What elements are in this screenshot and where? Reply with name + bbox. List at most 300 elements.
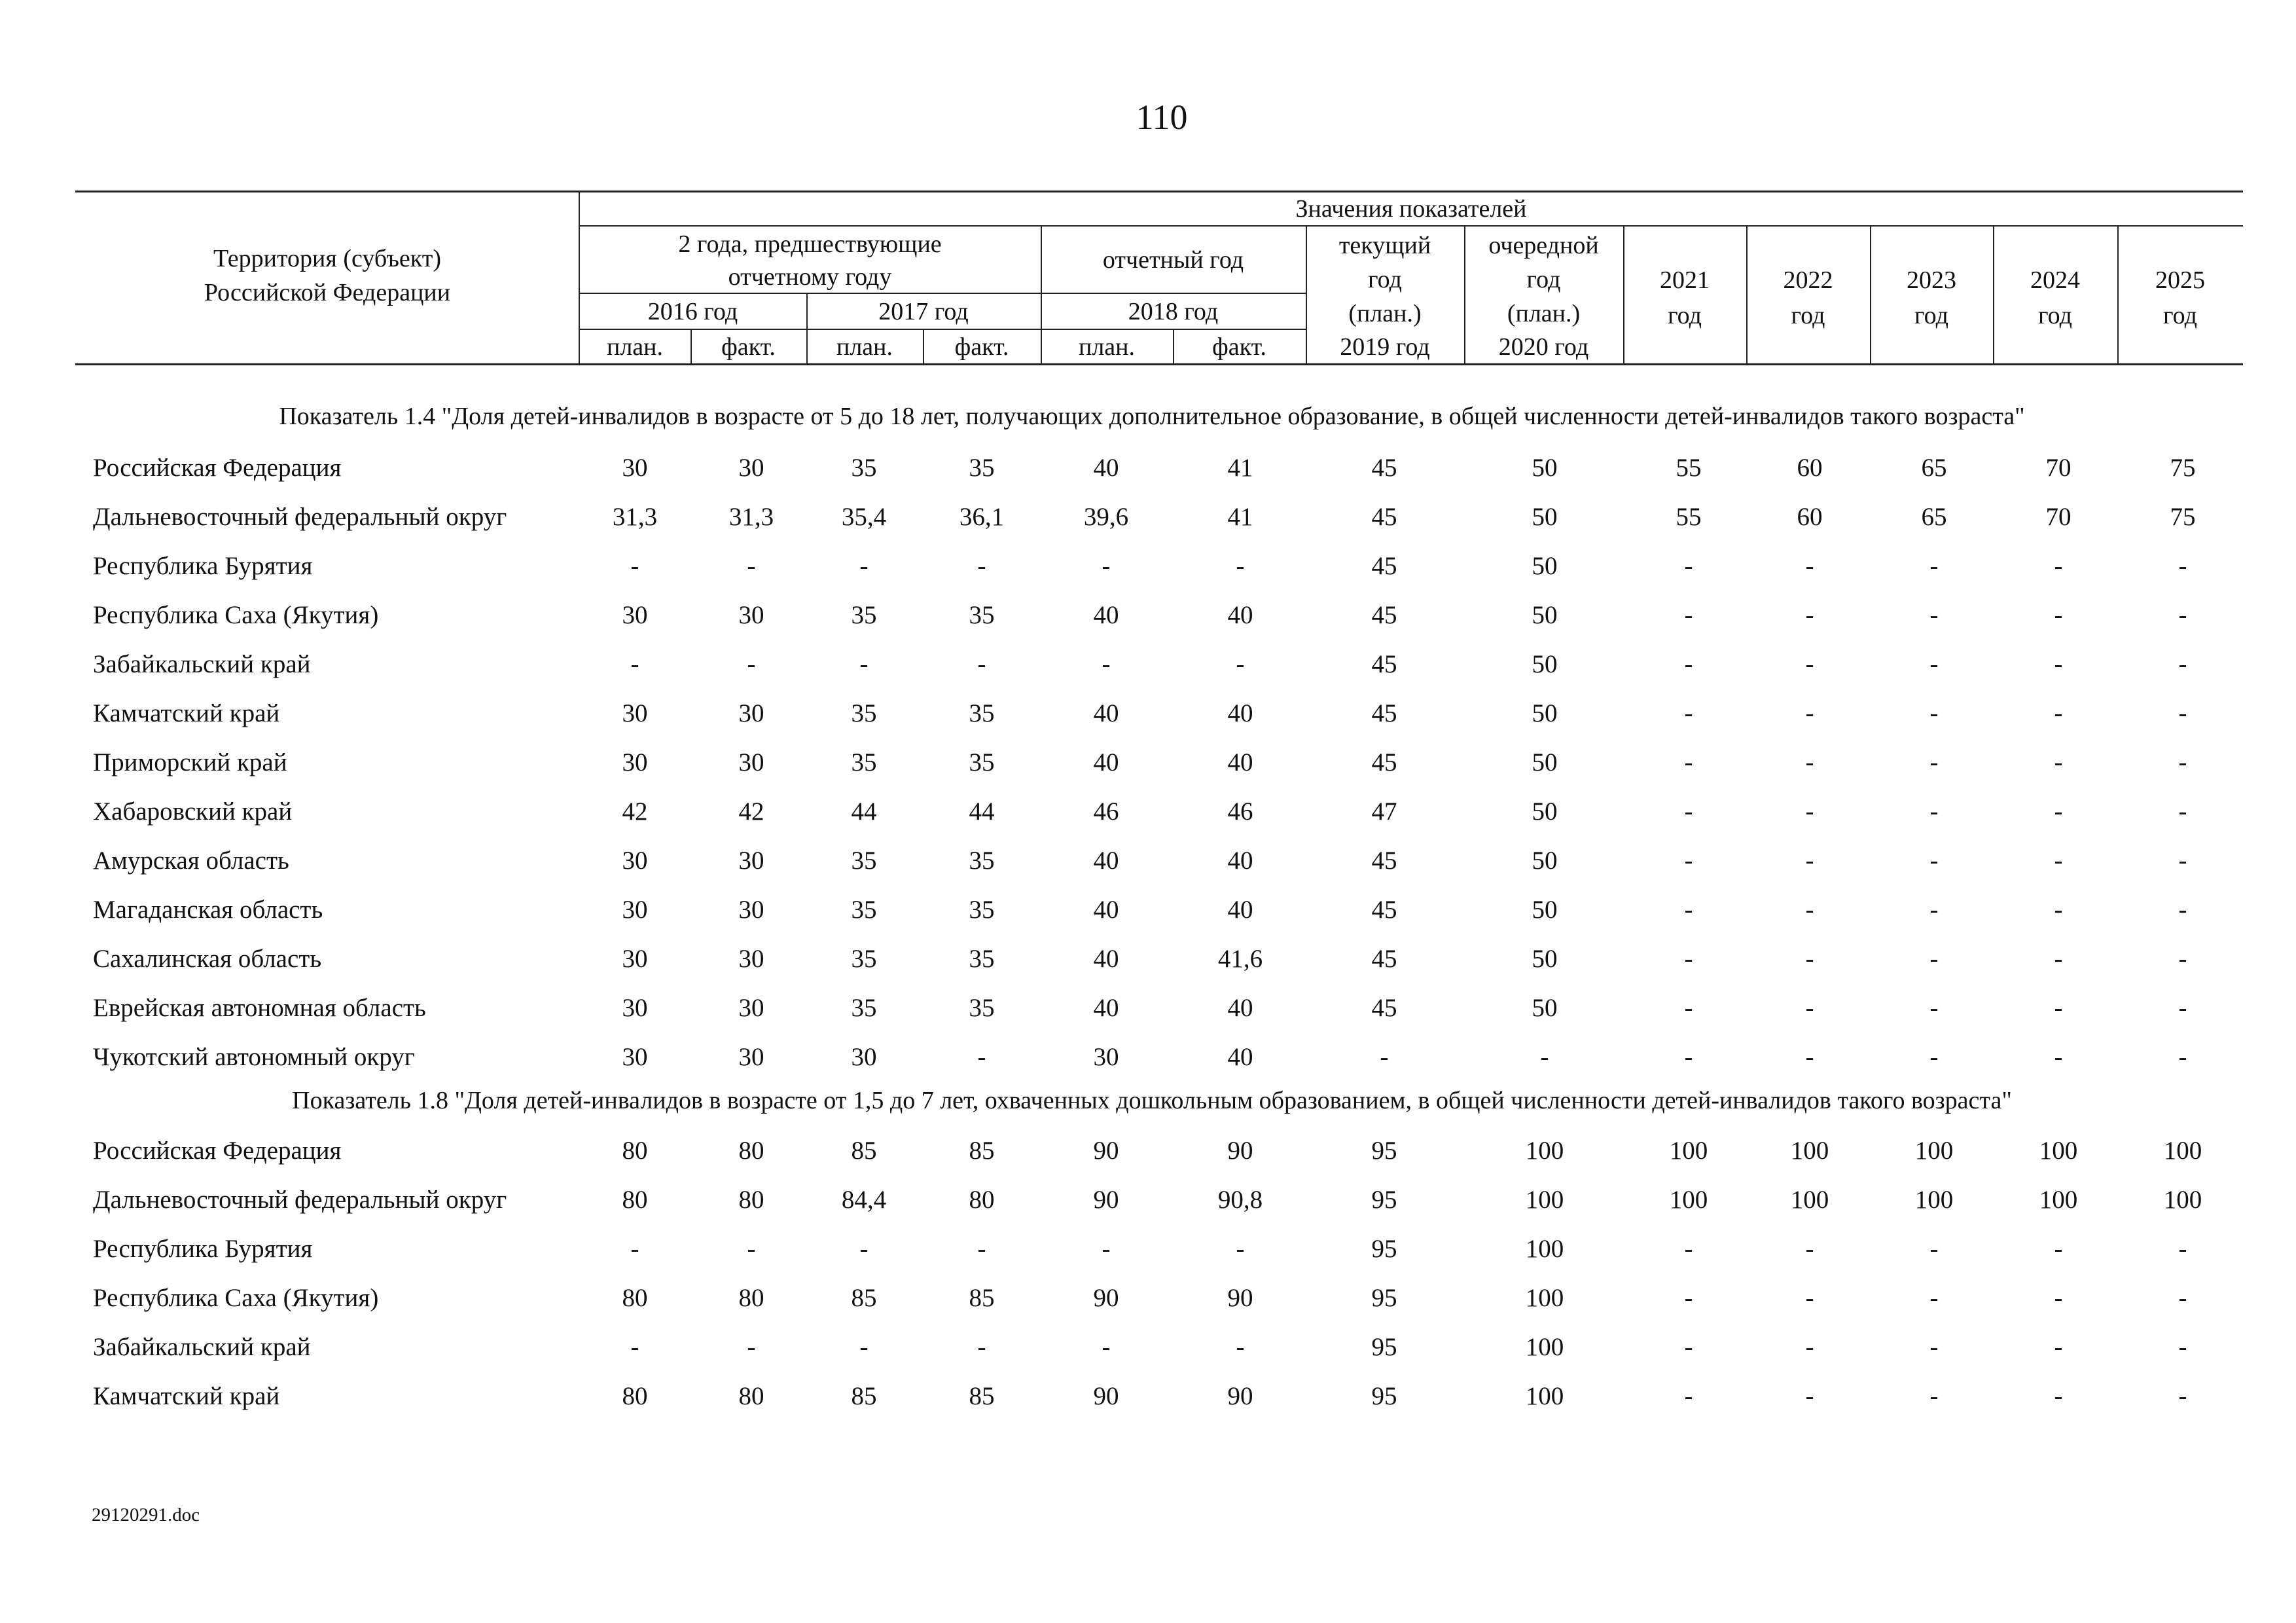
value-cell: 45 [1371,748,1397,776]
value-cell: 85 [851,1382,877,1410]
value-cell: - [1805,1043,1814,1071]
value-cell: 46 [1227,797,1253,826]
value-cell: - [1805,699,1814,727]
value-cell: 35 [969,601,995,629]
value-cell: 100 [2039,1137,2078,1165]
value-cell: 30 [622,699,648,727]
value-cell: 30 [851,1043,877,1071]
value-cell: - [2054,1235,2063,1263]
value-cell: 30 [622,454,648,482]
year-2024-header-line2: год [2038,302,2072,329]
value-cell: 40 [1093,896,1119,924]
value-cell: - [1102,1235,1111,1263]
value-cell: 45 [1371,847,1397,875]
value-cell: 90 [1227,1284,1253,1312]
value-cell: 35,4 [841,503,887,531]
value-cell: 50 [1532,601,1558,629]
value-cell: 30 [738,994,764,1022]
page-number: 110 [1136,98,1188,137]
value-cell: 35 [851,994,877,1022]
value-cell: - [2054,699,2063,727]
current-year-header-line3: (план.) [1348,300,1422,327]
value-cell: - [1102,552,1111,580]
year-2025-header-line1: 2025 [2155,266,2205,294]
value-cell: - [1805,601,1814,629]
value-cell: - [1540,1043,1549,1071]
year-2021-header-line2: год [1668,302,1702,329]
value-cell: 80 [622,1186,648,1214]
value-cell: 80 [622,1284,648,1312]
table-row [0,743,2296,782]
year-2025-header-line2: год [2163,302,2197,329]
prior-years-header-line1: 2 года, предшествующие [678,230,942,258]
prior-years-header-line2: отчетному году [728,263,892,291]
value-cell: - [1805,1235,1814,1263]
value-cell: - [1102,650,1111,678]
plan-header: план. [836,333,893,361]
value-cell: 30 [738,945,764,973]
value-cell: 46 [1093,797,1119,826]
value-cell: 40 [1093,699,1119,727]
current-year-header-line1: текущий [1338,232,1431,259]
value-cell: 30 [738,1043,764,1071]
value-cell: - [1236,650,1245,678]
value-cell: - [1805,847,1814,875]
territory-name: Республика Саха (Якутия) [93,1284,379,1312]
table-row [0,939,2296,979]
territory-name: Амурская область [93,847,289,875]
next-year-header-line1: очередной [1488,232,1599,259]
next-year-header-line2: год [1526,266,1561,293]
value-cell: 100 [1914,1137,1954,1165]
value-cell: 30 [622,847,648,875]
value-cell: - [1805,748,1814,776]
value-cell: - [1684,847,1693,875]
current-year-header-line2: год [1368,266,1402,293]
value-cell: - [630,1333,639,1361]
table-row [0,448,2296,488]
plan-header: план. [1078,333,1135,361]
value-cell: 80 [738,1382,764,1410]
value-cell: 40 [1227,601,1253,629]
value-cell: - [1684,552,1693,580]
value-cell: 30 [738,748,764,776]
value-cell: 100 [1525,1382,1564,1410]
value-cell: - [747,1333,756,1361]
value-cell: 44 [969,797,995,826]
value-cell: 40 [1227,994,1253,1022]
header-planfact-rule [579,329,1306,330]
value-cell: 35 [851,601,877,629]
value-cell: - [1684,797,1693,826]
table-header [0,0,2296,380]
value-cell: 95 [1371,1186,1397,1214]
table-row [0,498,2296,537]
value-cell: 40 [1093,454,1119,482]
value-cell: 55 [1676,503,1702,531]
values-header: Значения показателей [1295,195,1527,223]
territory-header-line1: Территория (субъект) [213,245,442,272]
value-cell: - [1684,1333,1693,1361]
value-cell: - [1684,1382,1693,1410]
value-cell: 30 [1093,1043,1119,1071]
table-row [0,645,2296,684]
territory-name: Сахалинская область [93,945,322,973]
value-cell: 90 [1093,1284,1119,1312]
value-cell: 35 [851,699,877,727]
value-cell: 95 [1371,1235,1397,1263]
value-cell: - [2178,1284,2187,1312]
year-2023-header-line2: год [1914,302,1948,329]
value-cell: 41,6 [1217,945,1263,973]
value-cell: 100 [1790,1137,1829,1165]
value-cell: - [2054,847,2063,875]
value-cell: - [1805,797,1814,826]
value-cell: - [1929,797,1939,826]
value-cell: 30 [738,699,764,727]
value-cell: 30 [622,1043,648,1071]
value-cell: - [2054,1043,2063,1071]
table-row [0,1131,2296,1171]
territory-name: Хабаровский край [93,797,293,826]
value-cell: - [2054,896,2063,924]
value-cell: - [1929,1043,1939,1071]
value-cell: 80 [738,1186,764,1214]
value-cell: 65 [1921,454,1947,482]
value-cell: - [1684,699,1693,727]
value-cell: - [2178,1382,2187,1410]
table-row [0,1279,2296,1318]
value-cell: - [977,1235,986,1263]
value-cell: 30 [622,748,648,776]
value-cell: 45 [1371,699,1397,727]
value-cell: 31,3 [612,503,658,531]
value-cell: - [1929,994,1939,1022]
table-row [0,1328,2296,1367]
value-cell: - [1236,1333,1245,1361]
territory-name: Камчатский край [93,699,280,727]
value-cell: - [1805,896,1814,924]
year-2016-header: 2016 год [647,298,738,325]
value-cell: - [2178,699,2187,727]
value-cell: - [1929,699,1939,727]
fact-header: факт. [1212,333,1266,361]
value-cell: 47 [1371,797,1397,826]
value-cell: - [1929,1284,1939,1312]
value-cell: 45 [1371,945,1397,973]
value-cell: 45 [1371,552,1397,580]
value-cell: 40 [1093,945,1119,973]
plan-header: план. [606,333,663,361]
value-cell: - [2054,552,2063,580]
value-cell: - [2178,650,2187,678]
value-cell: 40 [1093,847,1119,875]
value-cell: 95 [1371,1284,1397,1312]
document-code: 29120291.doc [92,1504,200,1525]
value-cell: 90 [1227,1137,1253,1165]
value-cell: 40 [1093,994,1119,1022]
value-cell: - [2054,748,2063,776]
value-cell: 80 [738,1284,764,1312]
value-cell: 80 [969,1186,995,1214]
value-cell: 50 [1532,699,1558,727]
value-cell: 50 [1532,994,1558,1022]
year-2022-header-line1: 2022 [1783,266,1833,294]
territory-name: Российская Федерация [93,454,342,482]
value-cell: 40 [1227,699,1253,727]
value-cell: 80 [622,1137,648,1165]
table-row [0,1377,2296,1416]
value-cell: 80 [622,1382,648,1410]
value-cell: 35 [969,847,995,875]
value-cell: - [1929,601,1939,629]
value-cell: - [2054,797,2063,826]
value-cell: 90 [1227,1382,1253,1410]
value-cell: - [1684,896,1693,924]
territory-name: Еврейская автономная область [93,994,426,1022]
value-cell: 90 [1093,1186,1119,1214]
table-row [0,1230,2296,1269]
value-cell: - [1805,552,1814,580]
reporting-year-header: отчетный год [1102,246,1244,274]
value-cell: 44 [851,797,877,826]
value-cell: 60 [1797,454,1823,482]
value-cell: 50 [1532,552,1558,580]
table-row [0,792,2296,831]
value-cell: 35 [969,945,995,973]
territory-header-line2: Российской Федерации [204,279,451,306]
value-cell: - [2178,945,2187,973]
table-row [0,841,2296,881]
section-title-indicator-1-8: Показатель 1.8 "Доля детей-инвалидов в возрасте от 1,5 до 7 лет, охваченных дошкольным образованием, в общей численности детей-инвалидов такого возраста" [292,1087,2012,1114]
value-cell: 100 [1525,1186,1564,1214]
value-cell: 45 [1371,650,1397,678]
value-cell: 40 [1227,748,1253,776]
value-cell: 35 [851,748,877,776]
table-row [0,547,2296,586]
value-cell: - [1929,945,1939,973]
value-cell: 35 [969,994,995,1022]
value-cell: 100 [1525,1333,1564,1361]
value-cell: 100 [1669,1137,1708,1165]
value-cell: - [1684,650,1693,678]
value-cell: 75 [2170,454,2196,482]
value-cell: 50 [1532,748,1558,776]
value-cell: 45 [1371,994,1397,1022]
value-cell: 45 [1371,503,1397,531]
value-cell: - [1380,1043,1389,1071]
section-title-indicator-1-4: Показатель 1.4 "Доля детей-инвалидов в возрасте от 5 до 18 лет, получающих дополнительное образование, в общей численности детей-инвалидов такого возраста" [279,403,2025,430]
value-cell: - [1805,1333,1814,1361]
value-cell: 100 [2163,1186,2202,1214]
value-cell: - [1929,748,1939,776]
value-cell: - [630,650,639,678]
value-cell: 35 [969,896,995,924]
table-row [0,694,2296,733]
table-row [0,890,2296,930]
value-cell: - [2178,994,2187,1022]
territory-name: Приморский край [93,748,287,776]
value-cell: 60 [1797,503,1823,531]
value-cell: 85 [969,1284,995,1312]
value-cell: - [2178,797,2187,826]
value-cell: 35 [851,896,877,924]
value-cell: 50 [1532,797,1558,826]
value-cell: 100 [1669,1186,1708,1214]
value-cell: 85 [969,1137,995,1165]
value-cell: 40 [1093,748,1119,776]
table-row [0,1180,2296,1220]
fact-header: факт. [721,333,776,361]
value-cell: - [977,650,986,678]
value-cell: 84,4 [841,1186,887,1214]
value-cell: 35 [969,454,995,482]
value-cell: - [2054,650,2063,678]
value-cell: 70 [2045,503,2072,531]
value-cell: - [1684,1043,1693,1071]
value-cell: - [2054,1382,2063,1410]
value-cell: 35 [851,945,877,973]
table-row [0,596,2296,635]
value-cell: 50 [1532,945,1558,973]
territory-name: Забайкальский край [93,650,311,678]
value-cell: 31,3 [728,503,774,531]
value-cell: - [1929,896,1939,924]
value-cell: 75 [2170,503,2196,531]
value-cell: - [747,650,756,678]
value-cell: - [1929,650,1939,678]
value-cell: 65 [1921,503,1947,531]
table-row [0,989,2296,1028]
value-cell: 100 [1914,1186,1954,1214]
value-cell: - [1929,1235,1939,1263]
value-cell: 100 [1790,1186,1829,1214]
value-cell: - [630,1235,639,1263]
value-cell: - [1684,1235,1693,1263]
value-cell: 42 [738,797,764,826]
value-cell: 50 [1532,454,1558,482]
current-year-header-line4: 2019 год [1340,333,1430,361]
value-cell: - [1805,1382,1814,1410]
value-cell: - [747,1235,756,1263]
value-cell: - [2178,748,2187,776]
value-cell: - [1805,1284,1814,1312]
value-cell: - [1684,945,1693,973]
value-cell: 30 [738,454,764,482]
fact-header: факт. [954,333,1009,361]
value-cell: 40 [1227,1043,1253,1071]
value-cell: - [2178,1043,2187,1071]
value-cell: 35 [851,847,877,875]
value-cell: 35 [851,454,877,482]
value-cell: 30 [738,847,764,875]
next-year-header-line4: 2020 год [1498,333,1589,361]
value-cell: 50 [1532,896,1558,924]
value-cell: 40 [1093,601,1119,629]
territory-name: Дальневосточный федеральный округ [93,1186,507,1214]
territory-name: Республика Бурятия [93,1235,313,1263]
value-cell: 95 [1371,1333,1397,1361]
value-cell: 90 [1093,1137,1119,1165]
territory-name: Дальневосточный федеральный округ [93,503,507,531]
value-cell: 42 [622,797,648,826]
value-cell: - [1684,748,1693,776]
value-cell: - [2178,847,2187,875]
value-cell: 41 [1227,503,1253,531]
value-cell: 85 [851,1137,877,1165]
value-cell: - [1236,552,1245,580]
value-cell: - [1929,1382,1939,1410]
value-cell: 50 [1532,847,1558,875]
year-2023-header-line1: 2023 [1907,266,1956,294]
territory-name: Республика Бурятия [93,552,313,580]
value-cell: 55 [1676,454,1702,482]
value-cell: 50 [1532,503,1558,531]
value-cell: - [1929,552,1939,580]
year-2024-header-line1: 2024 [2030,266,2080,294]
value-cell: - [2054,601,2063,629]
value-cell: 100 [2039,1186,2078,1214]
value-cell: 40 [1227,896,1253,924]
value-cell: 40 [1227,847,1253,875]
value-cell: 95 [1371,1382,1397,1410]
next-year-header-line3: (план.) [1507,300,1581,327]
value-cell: - [2054,1284,2063,1312]
territory-name: Магаданская область [93,896,323,924]
value-cell: - [859,650,869,678]
value-cell: 45 [1371,454,1397,482]
value-cell: - [2054,1333,2063,1361]
value-cell: 85 [969,1382,995,1410]
value-cell: - [977,1333,986,1361]
value-cell: - [1684,994,1693,1022]
value-cell: 30 [622,601,648,629]
value-cell: 30 [622,896,648,924]
value-cell: - [1236,1235,1245,1263]
value-cell: - [859,1333,869,1361]
value-cell: - [2178,1235,2187,1263]
territory-name: Республика Саха (Якутия) [93,601,379,629]
value-cell: 100 [1525,1235,1564,1263]
value-cell: - [2178,1333,2187,1361]
territory-name: Камчатский край [93,1382,280,1410]
value-cell: 30 [622,945,648,973]
value-cell: - [2178,601,2187,629]
value-cell: - [2178,552,2187,580]
value-cell: 30 [622,994,648,1022]
value-cell: 100 [2163,1137,2202,1165]
value-cell: - [2054,945,2063,973]
value-cell: - [1929,1333,1939,1361]
value-cell: 45 [1371,601,1397,629]
value-cell: - [1805,650,1814,678]
value-cell: 36,1 [959,503,1005,531]
value-cell: 35 [969,699,995,727]
table-row [0,1038,2296,1077]
value-cell: 100 [1525,1284,1564,1312]
value-cell: 35 [969,748,995,776]
territory-name: Чукотский автономный округ [93,1043,415,1071]
value-cell: 30 [738,896,764,924]
value-cell: - [977,552,986,580]
year-2018-header: 2018 год [1128,298,1219,325]
value-cell: - [2178,896,2187,924]
value-cell: - [1684,1284,1693,1312]
value-cell: 90 [1093,1382,1119,1410]
value-cell: 41 [1227,454,1253,482]
value-cell: 70 [2045,454,2072,482]
value-cell: 80 [738,1137,764,1165]
